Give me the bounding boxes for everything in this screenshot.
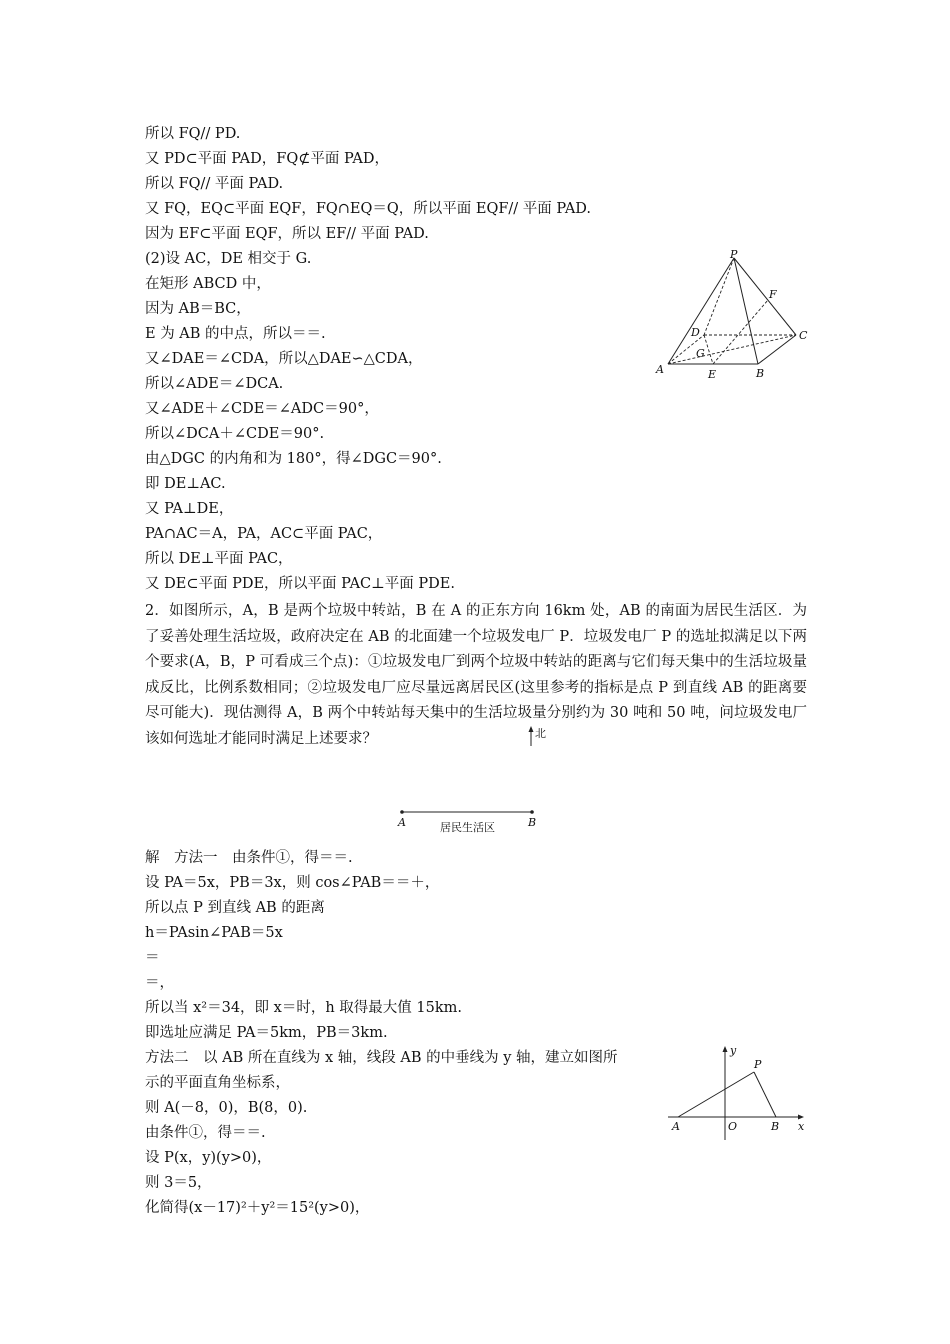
text-line: E 为 AB 的中点，所以＝＝. [145, 326, 326, 342]
label-a: A [398, 816, 406, 829]
text-line: 示的平面直角坐标系， [145, 1075, 290, 1091]
north-figure [390, 722, 550, 840]
text-line: 即选址应满足 PA＝5km，PB＝3km. [145, 1025, 388, 1041]
text-line: 在矩形 ABCD 中， [145, 276, 271, 292]
text-line: 所以∠ADE＝∠DCA. [145, 376, 284, 392]
text-line: 所以 DE⊥平面 PAC， [145, 551, 293, 567]
text-line: 由△DGC 的内角和为 180°，得∠DGC＝90°. [145, 451, 442, 467]
text-line: 又 PD⊂平面 PAD，FQ⊄平面 PAD， [145, 151, 390, 167]
text-line: 方法二 以 AB 所在直线为 x 轴，线段 AB 的中垂线为 y 轴，建立如图所 [145, 1050, 618, 1066]
text-line: 由条件①，得＝＝. [145, 1125, 266, 1141]
text-line: 设 P(x，y)(y>0)， [145, 1150, 272, 1166]
label-a: A [672, 1120, 680, 1133]
text-line: 又∠DAE＝∠CDA，所以△DAE∽△CDA， [145, 351, 423, 367]
text-line: PA∩AC＝A，PA，AC⊂平面 PAC， [145, 526, 383, 542]
text-line: h＝PAsin∠PAB＝5x [145, 925, 283, 941]
label-b: B [528, 816, 537, 829]
text-line: 所以点 P 到直线 AB 的距离 [145, 900, 325, 916]
problem-2-text: 2．如图所示，A，B 是两个垃圾中转站，B 在 A 的正东方向 16km 处，AB 的南面为居民生活区．为了妥善处理生活垃圾，政府决定在 AB 的北面建一个垃圾发电厂 P．垃圾发电厂 P 的选址拟满足以下两个要求(A，B，P 可看成三个点)：①垃圾发电厂到两个垃圾中转站的距离与它们每天集中的生活垃圾量成反比，比例系数相同；②垃圾发电厂应尽量远离居民区(这里参考的指标是点 P 到直线 AB 的距离要尽可能大)．现估测得 A，B 两个中转站每天集中的生活垃圾量分别约为 30 吨和 50 吨，问垃圾发电厂该如何选址才能同时满足上述要求？ [145, 603, 807, 747]
text-line: 所以∠DCA＋∠CDE＝90°. [145, 426, 325, 442]
y-axis-label: y [730, 1044, 737, 1057]
text-line: ＝， [145, 975, 174, 991]
text-line: 又∠ADE＋∠CDE＝∠ADC＝90°， [145, 401, 379, 417]
text-line: 又 FQ，EQ⊂平面 EQF，FQ∩EQ＝Q，所以平面 EQF// 平面 PAD. [145, 201, 592, 217]
text-line: 因为 AB＝BC， [145, 301, 251, 317]
text-line: 因为 EF⊂平面 EQF，所以 EF// 平面 PAD. [145, 226, 429, 242]
pyramid-figure [650, 248, 820, 383]
label-p: P [730, 248, 738, 261]
text-line: 则 3＝5， [145, 1175, 212, 1191]
text-line: ＝ [145, 950, 160, 966]
text-line: 则 A(－8，0)，B(8，0). [145, 1100, 308, 1116]
text-line: 所以当 x²＝34，即 x＝时，h 取得最大值 15km. [145, 1000, 462, 1016]
text-line: 化简得(x－17)²＋y²＝15²(y>0)， [145, 1200, 370, 1216]
label-e: E [708, 368, 717, 381]
label-f: F [769, 288, 777, 301]
label-g: G [696, 347, 705, 360]
text-line: 解 方法一 由条件①，得＝＝. [145, 850, 353, 866]
region-label: 居民生活区 [440, 821, 495, 834]
label-b: B [771, 1120, 780, 1133]
x-axis-label: x [798, 1120, 805, 1133]
text-line: 又 DE⊂平面 PDE，所以平面 PAC⊥平面 PDE. [145, 576, 455, 592]
text-line: 设 PA＝5x，PB＝3x，则 cos∠PAB＝＝＋， [145, 875, 440, 891]
text-line: 所以 FQ// PD. [145, 126, 241, 142]
label-b: B [756, 367, 765, 380]
text-line: 所以 FQ// 平面 PAD. [145, 176, 284, 192]
coordinate-figure [660, 1040, 820, 1145]
north-label: 北 [535, 727, 546, 740]
text-line: 即 DE⊥AC. [145, 476, 226, 492]
label-d: D [691, 326, 700, 339]
text-line: (2)设 AC，DE 相交于 G. [145, 251, 312, 267]
label-c: C [799, 329, 808, 342]
label-o: O [728, 1120, 738, 1133]
text-line: 又 PA⊥DE， [145, 501, 234, 517]
label-p: P [754, 1058, 762, 1071]
label-a: A [656, 363, 664, 376]
